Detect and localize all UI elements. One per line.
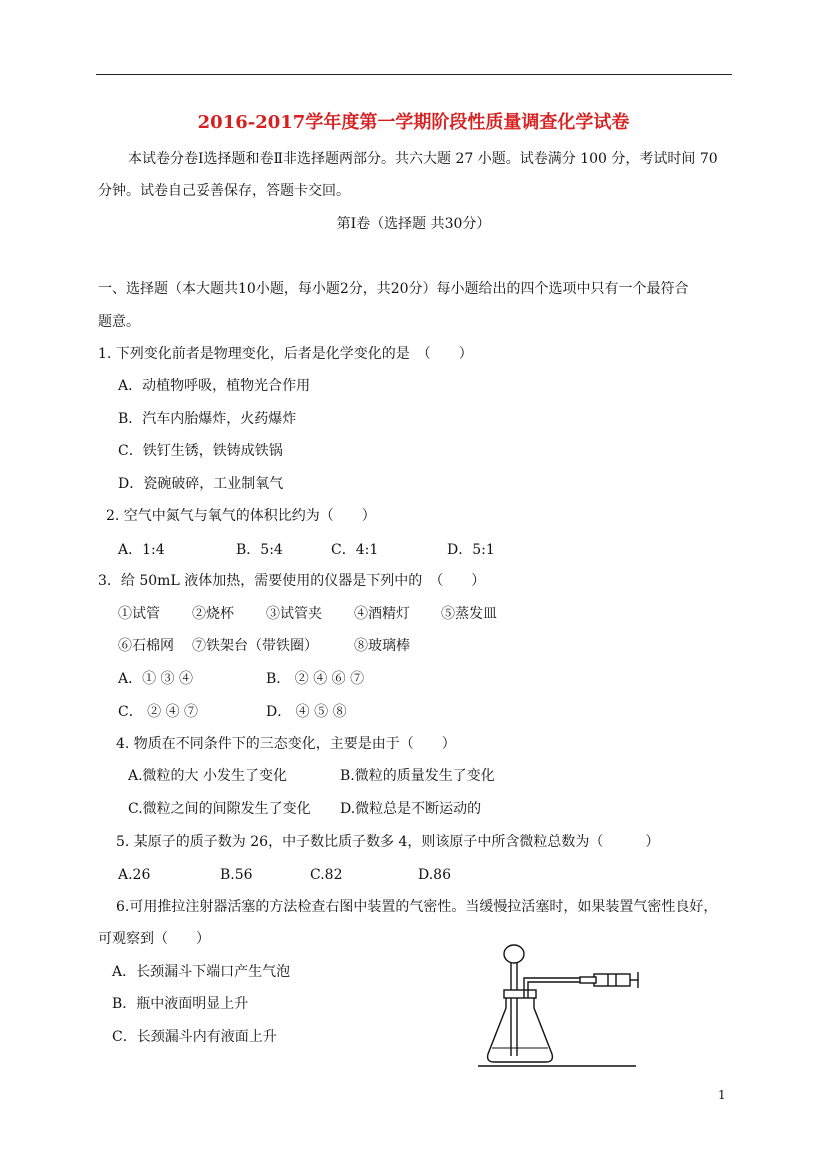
exam-title: 2016-2017学年度第一学期阶段性质量调查化学试卷 [197, 112, 630, 133]
question-4-option-c: C.微粒之间的间隙发生了变化 [128, 801, 311, 817]
question-1-option-b: B．汽车内胎爆炸，火药爆炸 [118, 411, 297, 427]
question-4-option-a: A.微粒的大 小发生了变化 [128, 768, 288, 784]
question-3-item-4: ④酒精灯 [354, 606, 410, 622]
header-rule [96, 74, 732, 75]
question-3-option-d: D． ④ ⑤ ⑧ [266, 704, 347, 720]
question-6-option-b: B．瓶中液面明显上升 [112, 996, 249, 1012]
question-3-option-c: C． ② ④ ⑦ [118, 704, 199, 720]
question-1-stem: 1. 下列变化前者是物理变化，后者是化学变化的是 （ ） [98, 346, 473, 362]
question-1-option-a: A．动植物呼吸，植物光合作用 [118, 378, 311, 394]
question-2-option-b: B．5:4 [236, 542, 283, 558]
apparatus-diagram [476, 936, 646, 1072]
question-3-item-8: ⑧玻璃棒 [354, 638, 410, 654]
funnel-bulb [504, 945, 524, 963]
question-6-stem-line-1: 6.可用推拉注射器活塞的方法检查右图中装置的气密性。当缓慢拉活塞时，如果装置气密性良好， [116, 899, 718, 915]
question-3-item-7: ⑦铁架台（带铁圈） [192, 638, 318, 654]
conical-flask [488, 996, 553, 1062]
syringe-barrel [594, 974, 630, 986]
question-4-option-b: B.微粒的质量发生了变化 [340, 768, 495, 784]
question-3-item-2: ②烧杯 [192, 606, 234, 622]
question-5-stem: 5. 某原子的质子数为 26，中子数比质子数多 4，则该原子中所含微粒总数为（ ） [116, 834, 660, 850]
section-heading-line-2: 题意。 [98, 314, 140, 330]
question-3-item-3: ③试管夹 [266, 606, 322, 622]
section-heading-line-1: 一、选择题（本大题共10小题，每小题2分，共20分）每小题给出的四个选项中只有一个最符合 [98, 281, 689, 297]
question-5-option-d: D.86 [418, 867, 451, 883]
question-5-option-c: C.82 [310, 867, 343, 883]
flask-stopper [504, 990, 536, 998]
question-1-option-d: D．瓷碗破碎，工业制氧气 [118, 476, 284, 492]
volume-heading: 第Ⅰ卷（选择题 共30分） [336, 216, 491, 232]
question-3-stem: 3．给 50mL 液体加热，需要使用的仪器是下列中的 （ ） [98, 573, 486, 589]
question-2-option-c: C．4:1 [331, 542, 379, 558]
question-5-option-b: B.56 [220, 867, 253, 883]
intro-line-2: 分钟。试卷自己妥善保存，答题卡交回。 [98, 183, 350, 199]
question-6-option-a: A．长颈漏斗下端口产生气泡 [112, 964, 291, 980]
intro-line-1: 本试卷分卷Ⅰ选择题和卷Ⅱ非选择题两部分。共六大题 27 小题。试卷满分 100 分，考试时间 70 [128, 151, 718, 167]
question-4-option-d: D.微粒总是不断运动的 [340, 801, 482, 817]
question-5-option-a: A.26 [118, 867, 151, 883]
question-3-option-a: A．① ③ ④ [118, 671, 194, 687]
question-3-item-6: ⑥石棉网 [118, 638, 174, 654]
question-2-stem: 2. 空气中氮气与氧气的体积比约为（ ） [106, 508, 376, 524]
question-3-item-5: ⑤蒸发皿 [441, 606, 497, 622]
question-3-option-b: B． ② ④ ⑥ ⑦ [266, 671, 365, 687]
question-6-option-c: C．长颈漏斗内有液面上升 [112, 1029, 277, 1045]
question-1-option-c: C．铁钉生锈，铁铸成铁锅 [118, 443, 283, 459]
question-4-stem: 4. 物质在不同条件下的三态变化，主要是由于（ ） [116, 736, 456, 752]
question-3-item-1: ①试管 [118, 606, 160, 622]
syringe-tip [580, 977, 596, 983]
page-number: 1 [718, 1088, 726, 1102]
question-2-option-a: A．1:4 [118, 542, 165, 558]
question-6-stem-line-2: 可观察到（ ） [98, 931, 210, 947]
question-2-option-d: D．5:1 [447, 542, 495, 558]
